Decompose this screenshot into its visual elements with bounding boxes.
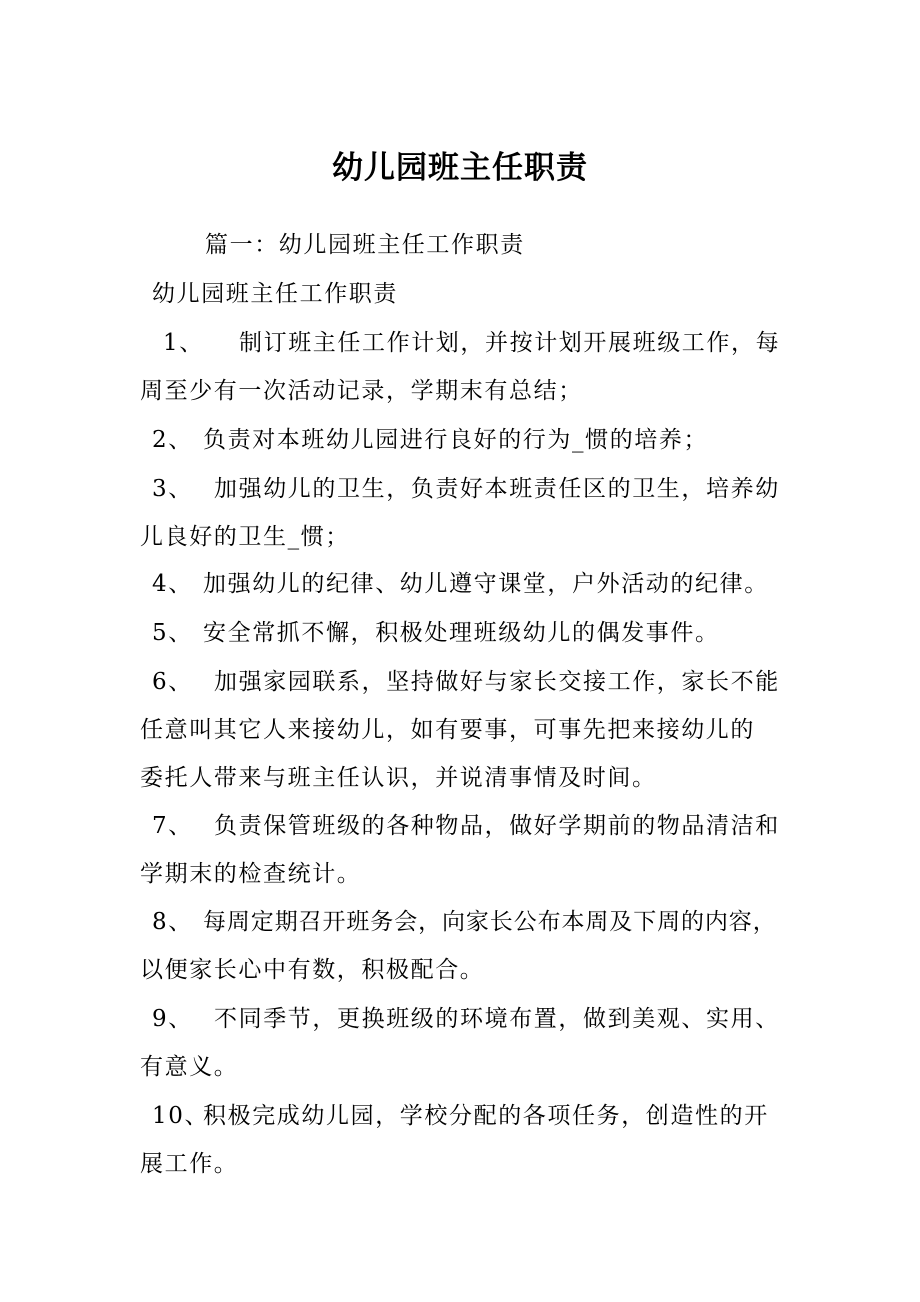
item-number: 4、 (152, 571, 193, 597)
item-text: 加强家园联系，坚持做好与家长交接工作，家长不能 (214, 669, 780, 695)
item-text: 负责保管班级的各种物品，做好学期前的物品清洁和 (214, 813, 780, 839)
item-text: 负责对本班幼儿园进行良好的行为_惯的培养； (203, 427, 709, 453)
item-number: 1、 (163, 330, 204, 356)
item-number: 3、 (152, 476, 193, 502)
item-number: 6、 (152, 669, 193, 695)
item-text: 周至少有一次活动记录，学期末有总结； (140, 378, 583, 404)
item-text: 不同季节，更换班级的环境布置，做到美观、实用、 (214, 1006, 780, 1032)
item-number: 8、 (152, 909, 193, 935)
item-number: 7、 (152, 813, 193, 839)
item-text: 制订班主任工作计划，并按计划开展班级工作，每 (239, 330, 781, 356)
item-number: 10、 (152, 1103, 210, 1129)
item-number: 5、 (152, 620, 193, 646)
item-number: 2、 (152, 427, 193, 453)
item-text: 每周定期召开班务会，向家长公布本周及下周的内容， (203, 909, 777, 935)
item-text: 任意叫其它人来接幼儿，如有要事，可事先把来接幼儿的 (140, 717, 755, 743)
item-text: 加强幼儿的纪律、幼儿遵守课堂，户外活动的纪律。 (203, 571, 769, 597)
item-text: 有意义。 (140, 1054, 239, 1080)
item-text: 委托人带来与班主任认识，并说清事情及时间。 (140, 765, 657, 791)
item-text: 展工作。 (140, 1151, 239, 1177)
subtitle: 篇一：幼儿园班主任工作职责 (205, 232, 525, 258)
section-heading: 幼儿园班主任工作职责 (152, 281, 398, 307)
item-text: 安全常抓不懈，积极处理班级幼儿的偶发事件。 (203, 620, 720, 646)
item-text: 以便家长心中有数，积极配合。 (140, 957, 485, 983)
item-text: 儿良好的卫生_惯； (140, 524, 350, 550)
item-number: 9、 (152, 1006, 193, 1032)
item-text: 学期末的检查统计。 (140, 861, 362, 887)
item-text: 积极完成幼儿园，学校分配的各项任务，创造性的开 (203, 1103, 769, 1129)
item-text: 加强幼儿的卫生，负责好本班责任区的卫生，培养幼 (214, 476, 780, 502)
document-title: 幼儿园班主任职责 (332, 150, 588, 186)
